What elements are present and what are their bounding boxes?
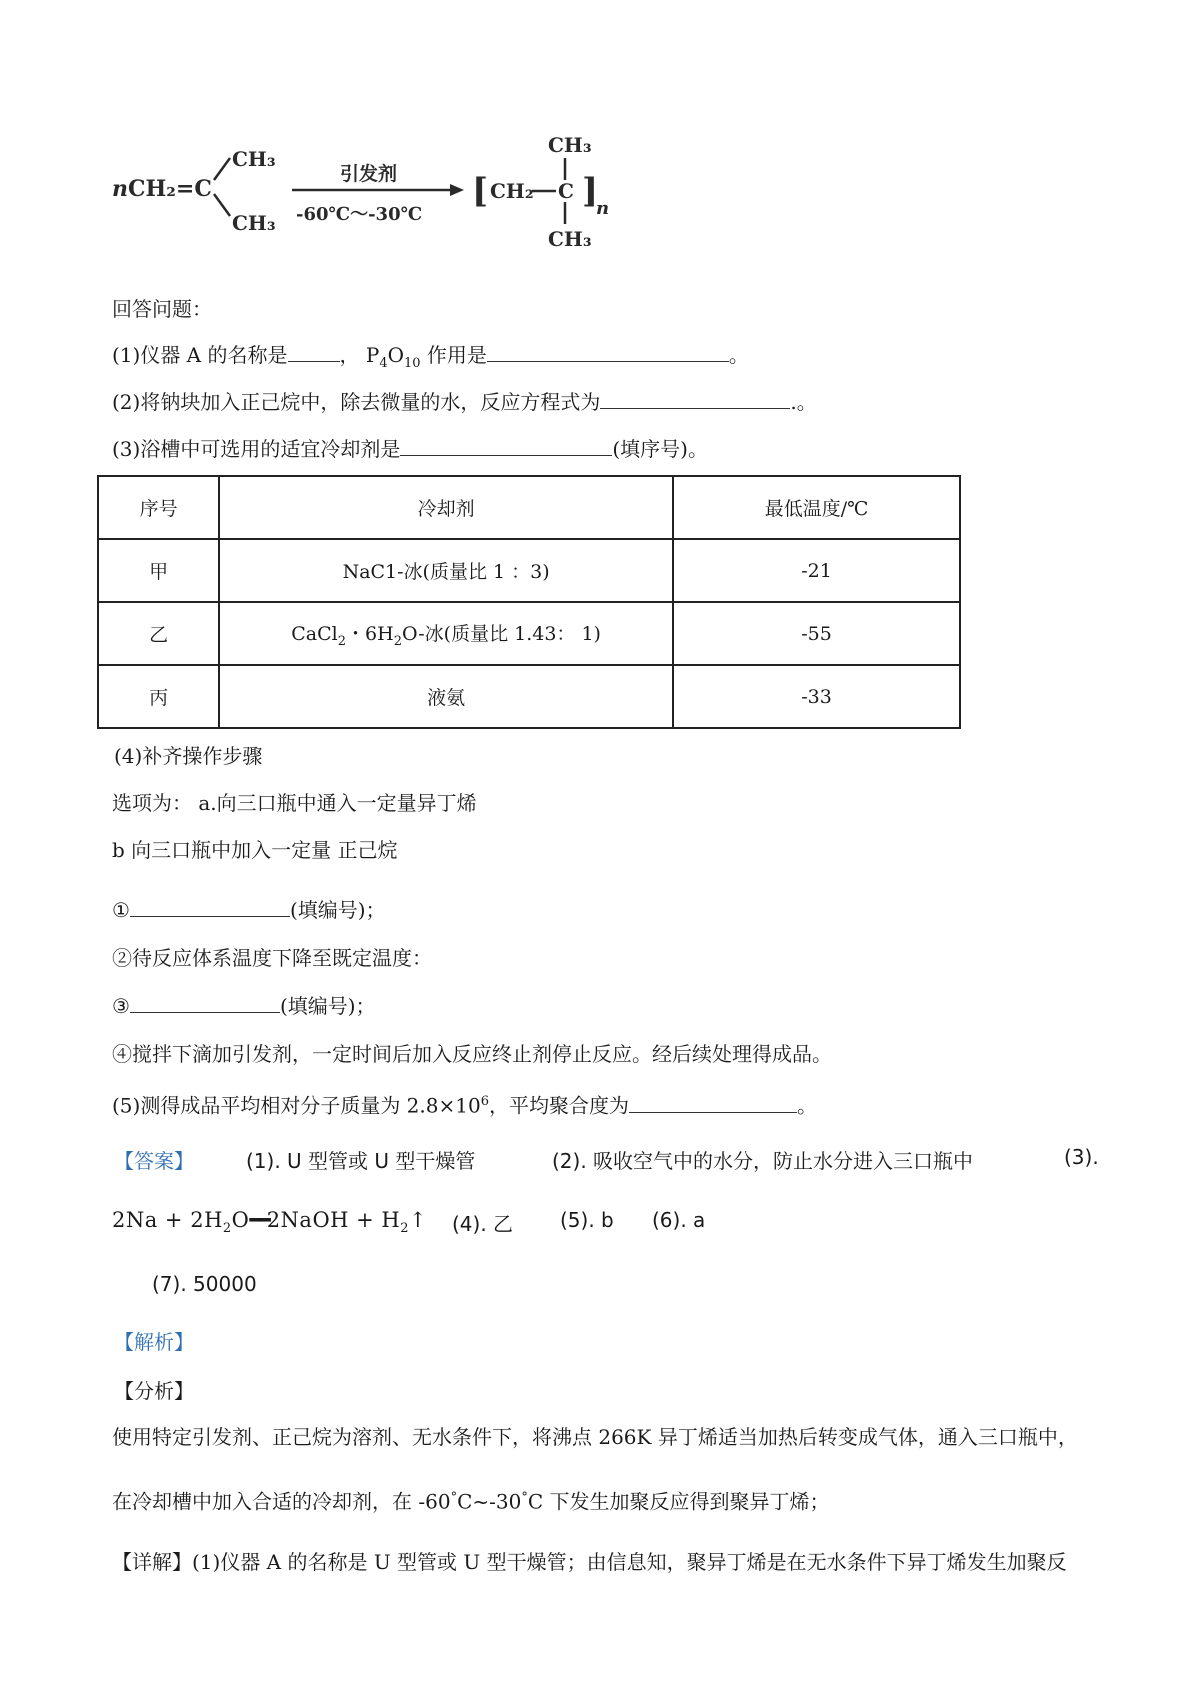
table-header: 冷却剂 <box>219 476 673 539</box>
answer-blank[interactable] <box>600 388 790 409</box>
question-4-step-2: ②待反应体系温度下降至既定温度： <box>112 946 432 970</box>
answer-blank[interactable] <box>487 341 729 362</box>
question-4-title: (4)补齐操作步骤 <box>114 744 263 768</box>
analysis-paragraph-2: 在冷却槽中加入合适的冷却剂，在 -60°C~-30°C 下发生加聚反应得到聚异丁烯； <box>112 1489 830 1514</box>
answer-5: (5). b <box>560 1208 614 1232</box>
reaction-catalyst: 引发剂 <box>340 163 398 185</box>
reaction-bracket-close: ] <box>582 171 599 211</box>
table-header-row <box>98 476 960 539</box>
table-cell: 液氨 <box>219 665 673 728</box>
answer-line-1 <box>114 1145 194 1174</box>
reaction-conditions: -60℃～-30℃ <box>296 204 423 225</box>
analysis-tag: 【解析】 <box>114 1330 194 1354</box>
answer-3: (3). <box>1064 1145 1099 1169</box>
table-cell: -55 <box>673 602 960 665</box>
table-row <box>98 665 960 728</box>
question-1: (1)仪器 A 的名称是 ， $P_4O_{10}$ 作用是 。 <box>112 343 749 371</box>
reaction-methyl-top: CH₃ <box>232 147 276 171</box>
table-header: 序号 <box>98 476 219 539</box>
fenxi-tag: 【分析】 <box>114 1379 194 1403</box>
answer-blank[interactable] <box>288 341 340 362</box>
table-cell: CaCl$_2$・$6H_2O-$冰(质量比 1.43： 1) <box>219 602 673 665</box>
answer-7: (7). 50000 <box>152 1272 257 1296</box>
question-4-step-3: ③ (填编号)； <box>112 994 376 1018</box>
reaction-n-prefix: n <box>112 176 128 202</box>
answer-equation: $2Na + 2H_2O━━2NaOH$ + $H_2↑$ <box>112 1208 428 1237</box>
table-cell: -21 <box>673 539 960 602</box>
detail-paragraph: 【详解】(1)仪器 A 的名称是 U 型管或 U 型干燥管；由信息知，聚异丁烯是在无水条件下异丁烯发生加聚反 <box>112 1550 1067 1574</box>
answer-blank[interactable] <box>400 435 612 456</box>
reaction-product-methyl-bottom: CH₃ <box>548 227 592 251</box>
reaction-product-methyl-top: CH₃ <box>548 133 592 157</box>
answer-1: (1). U 型管或 U 型干燥管 <box>246 1149 476 1173</box>
coolant-table <box>97 475 961 729</box>
table-cell: 乙 <box>98 602 219 665</box>
question-3: (3)浴槽中可选用的适宜冷却剂是 (填序号)。 <box>112 437 708 461</box>
answer-4: (4). 乙 <box>452 1212 514 1236</box>
reaction-methyl-bottom: CH₃ <box>232 211 276 235</box>
question-2: (2)将钠块加入正己烷中，除去微量的水，反应方程式为 .。 <box>112 390 817 414</box>
table-cell: -33 <box>673 665 960 728</box>
question-4-step-4: ④搅拌下滴加引发剂，一定时间后加入反应终止剂停止反应。经后续处理得成品。 <box>112 1042 832 1066</box>
answer-6: (6). a <box>652 1208 706 1232</box>
table-row <box>98 602 960 665</box>
question-4-option-b: b 向三口瓶中加入一定量 正己烷 <box>112 838 398 862</box>
answer-blank[interactable] <box>130 992 280 1013</box>
question-4-step-1: ① (填编号)； <box>112 898 386 922</box>
question-5: (5)测得成品平均相对分子质量为 $2.8\times 10^6$，平均聚合度为 。 <box>112 1093 817 1118</box>
table-header: 最低温度/℃ <box>673 476 960 539</box>
reaction-product-c: C <box>558 179 574 203</box>
reaction-product-n: n <box>596 198 610 219</box>
answer-2: (2). 吸收空气中的水分，防止水分进入三口瓶中 <box>552 1149 974 1173</box>
table-cell: 丙 <box>98 665 219 728</box>
table-cell: 甲 <box>98 539 219 602</box>
analysis-paragraph-1: 使用特定引发剂、正己烷为溶剂、无水条件下，将沸点 266K 异丁烯适当加热后转变成气体，通入三口瓶中， <box>112 1425 1078 1449</box>
polymerization-reaction-image <box>112 128 632 258</box>
table-cell: NaC1-冰(质量比 1 ：3) <box>219 539 673 602</box>
table-row <box>98 539 960 602</box>
answer-blank[interactable] <box>629 1092 797 1113</box>
reaction-product-ch2: CH₂ <box>490 179 534 203</box>
reaction-reactant: CH₂=C <box>128 176 212 202</box>
answer-tag: 【答案】 <box>114 1149 194 1173</box>
reaction-bracket-open: [ <box>472 171 489 211</box>
intro-text: 回答问题： <box>112 297 212 321</box>
answer-blank[interactable] <box>130 896 290 917</box>
question-4-option-a: 选项为： a.向三口瓶中通入一定量异丁烯 <box>112 791 477 815</box>
